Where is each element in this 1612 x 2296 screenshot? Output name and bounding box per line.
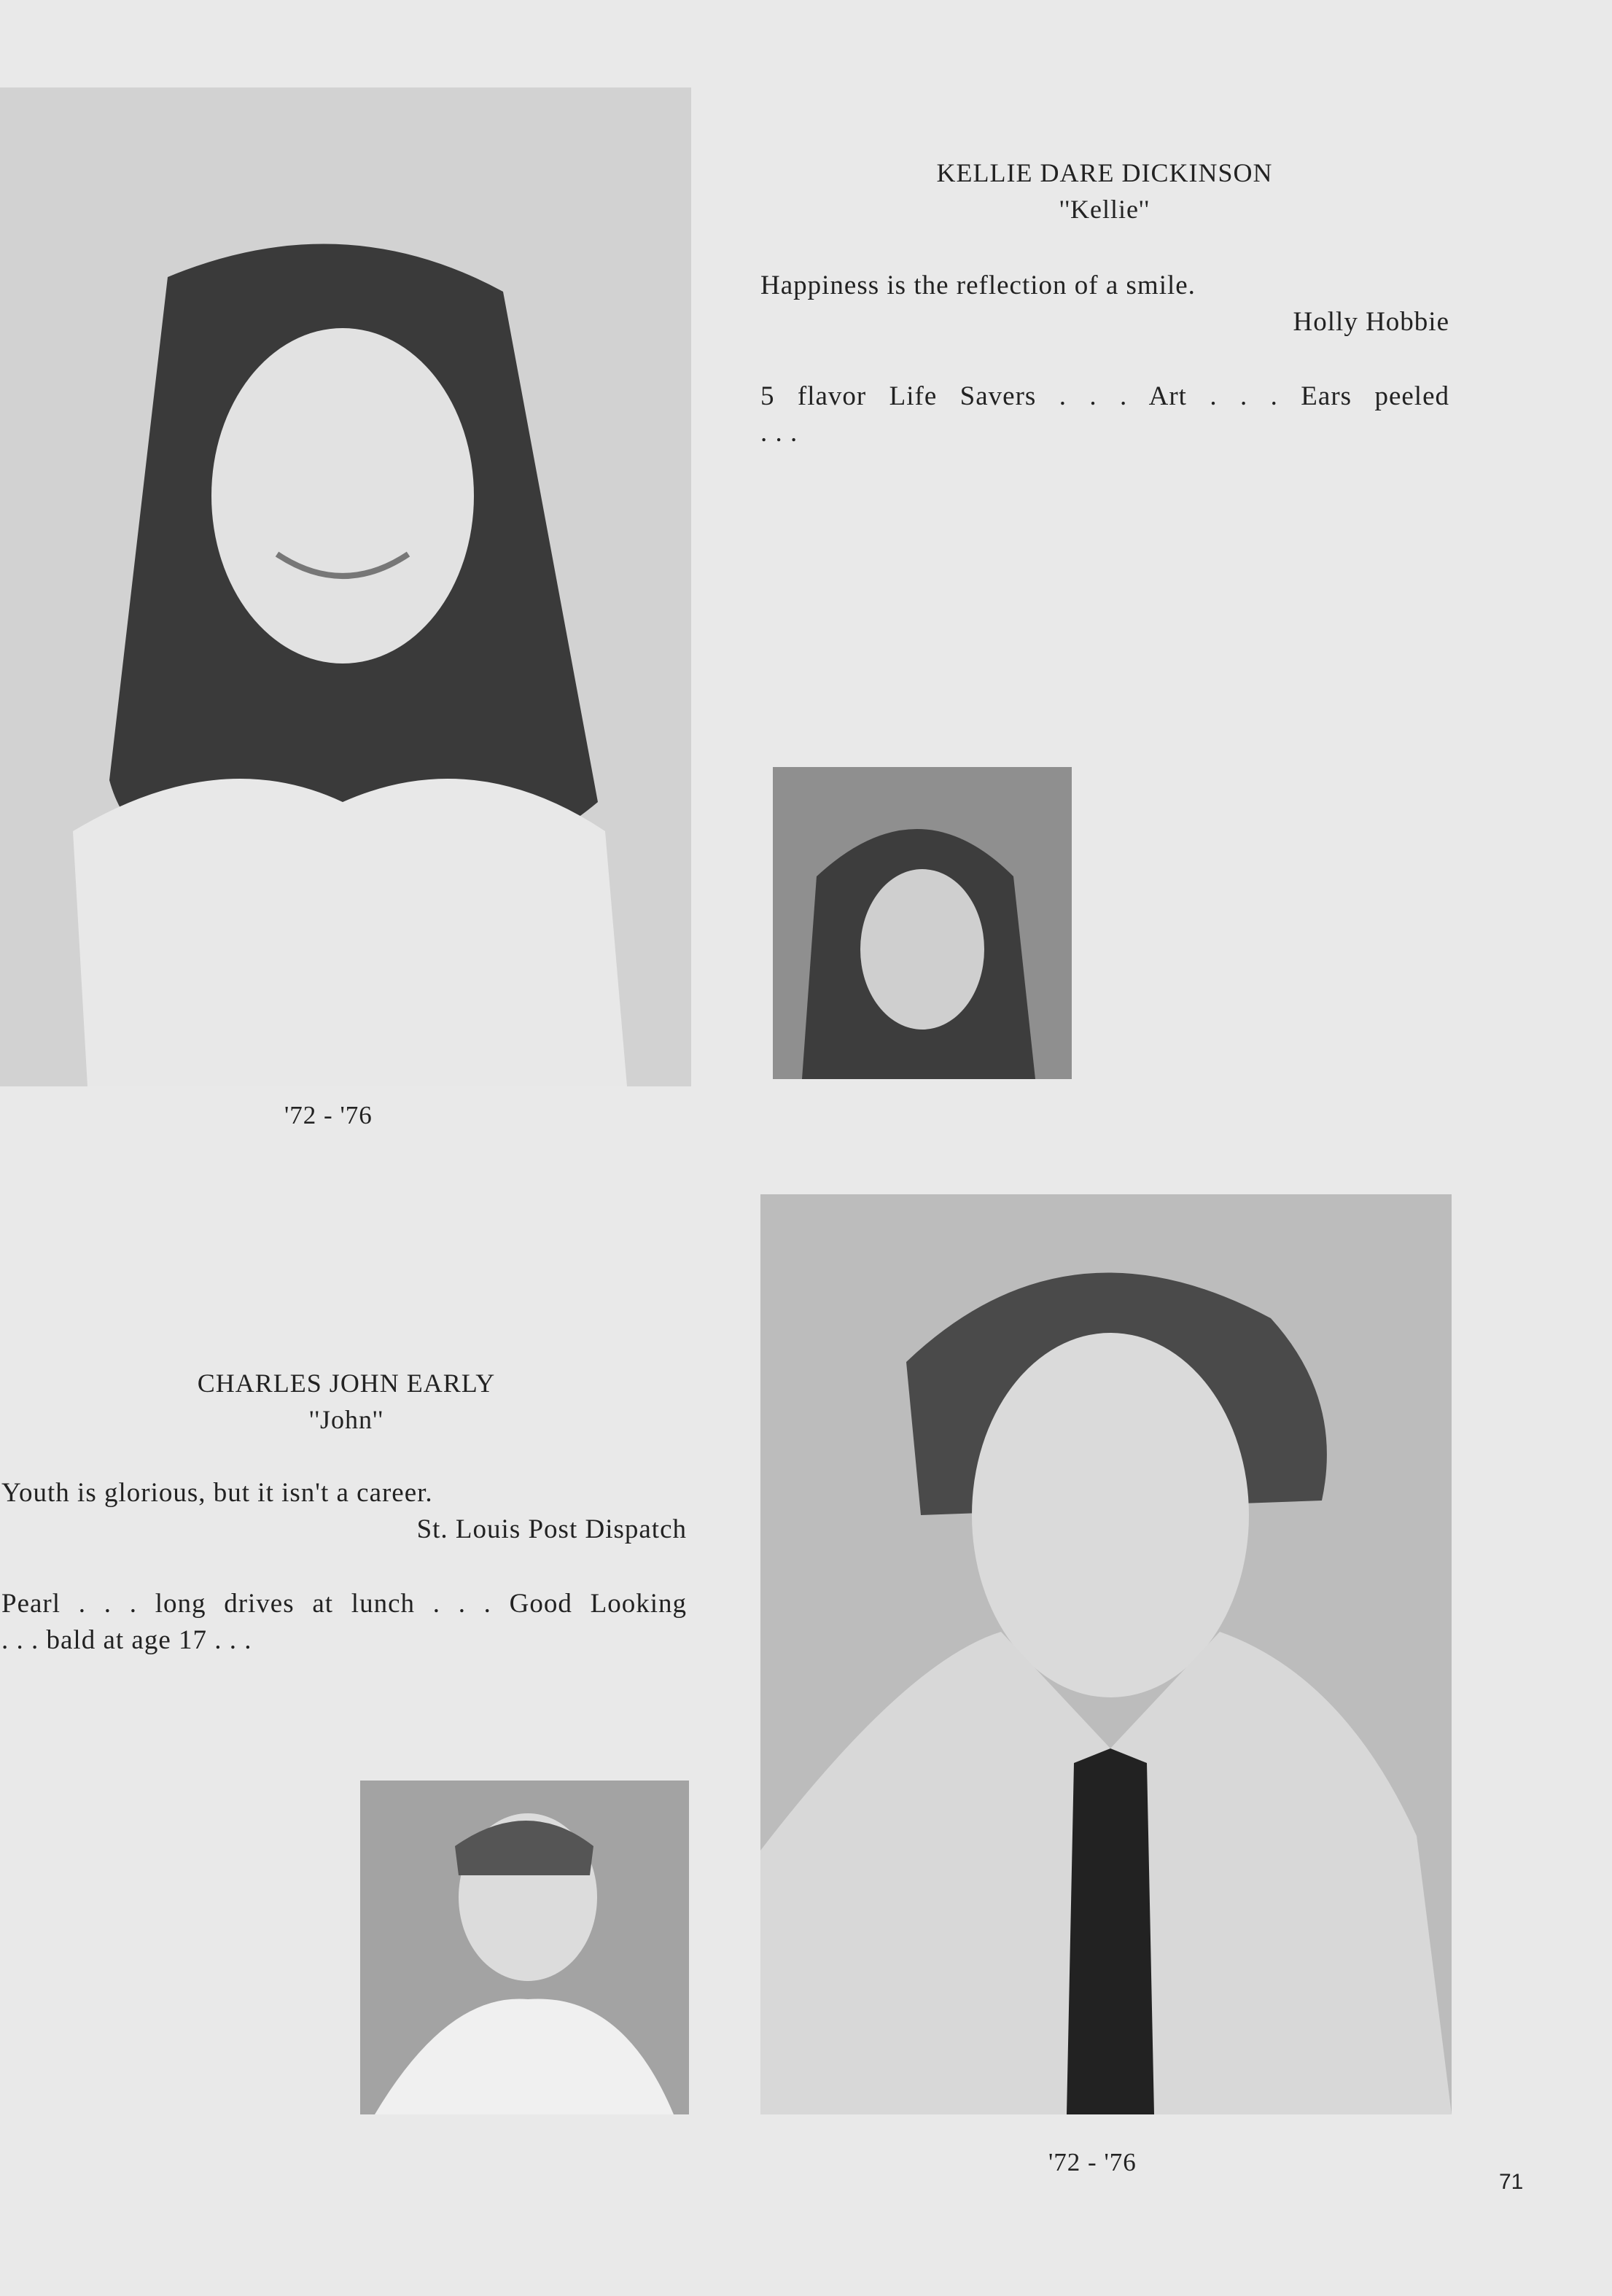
john-candid-photo: [360, 1781, 689, 2114]
class-years: '72 - '76: [1048, 2148, 1137, 2176]
student-name: KELLIE DARE DICKINSON: [936, 158, 1273, 187]
quote-author: Holly Hobbie: [1293, 307, 1449, 337]
senior-quote: Happiness is the reflection of a smile.: [760, 271, 1196, 300]
quote-author: St. Louis Post Dispatch: [416, 1514, 687, 1544]
class-years: '72 - '76: [284, 1101, 373, 1129]
kellie-portrait-photo: [0, 87, 691, 1086]
activities-line: . . . bald at age 17 . . .: [1, 1625, 252, 1655]
john-portrait-photo: [760, 1194, 1452, 2114]
activities-line: 5 flavor Life Savers . . . Art . . . Ears peeled: [760, 381, 1449, 411]
activities-line: Pearl . . . long drives at lunch . . . Good Looking: [1, 1589, 687, 1619]
page-number: 71: [1499, 2170, 1524, 2194]
activities-line: . . .: [760, 418, 798, 448]
student-name: CHARLES JOHN EARLY: [197, 1369, 496, 1398]
student-nickname: ''Kellie'': [1059, 195, 1150, 224]
senior-quote: Youth is glorious, but it isn't a career.: [1, 1478, 433, 1508]
student-nickname: ''John'': [309, 1405, 383, 1434]
kellie-candid-photo: [773, 767, 1072, 1079]
